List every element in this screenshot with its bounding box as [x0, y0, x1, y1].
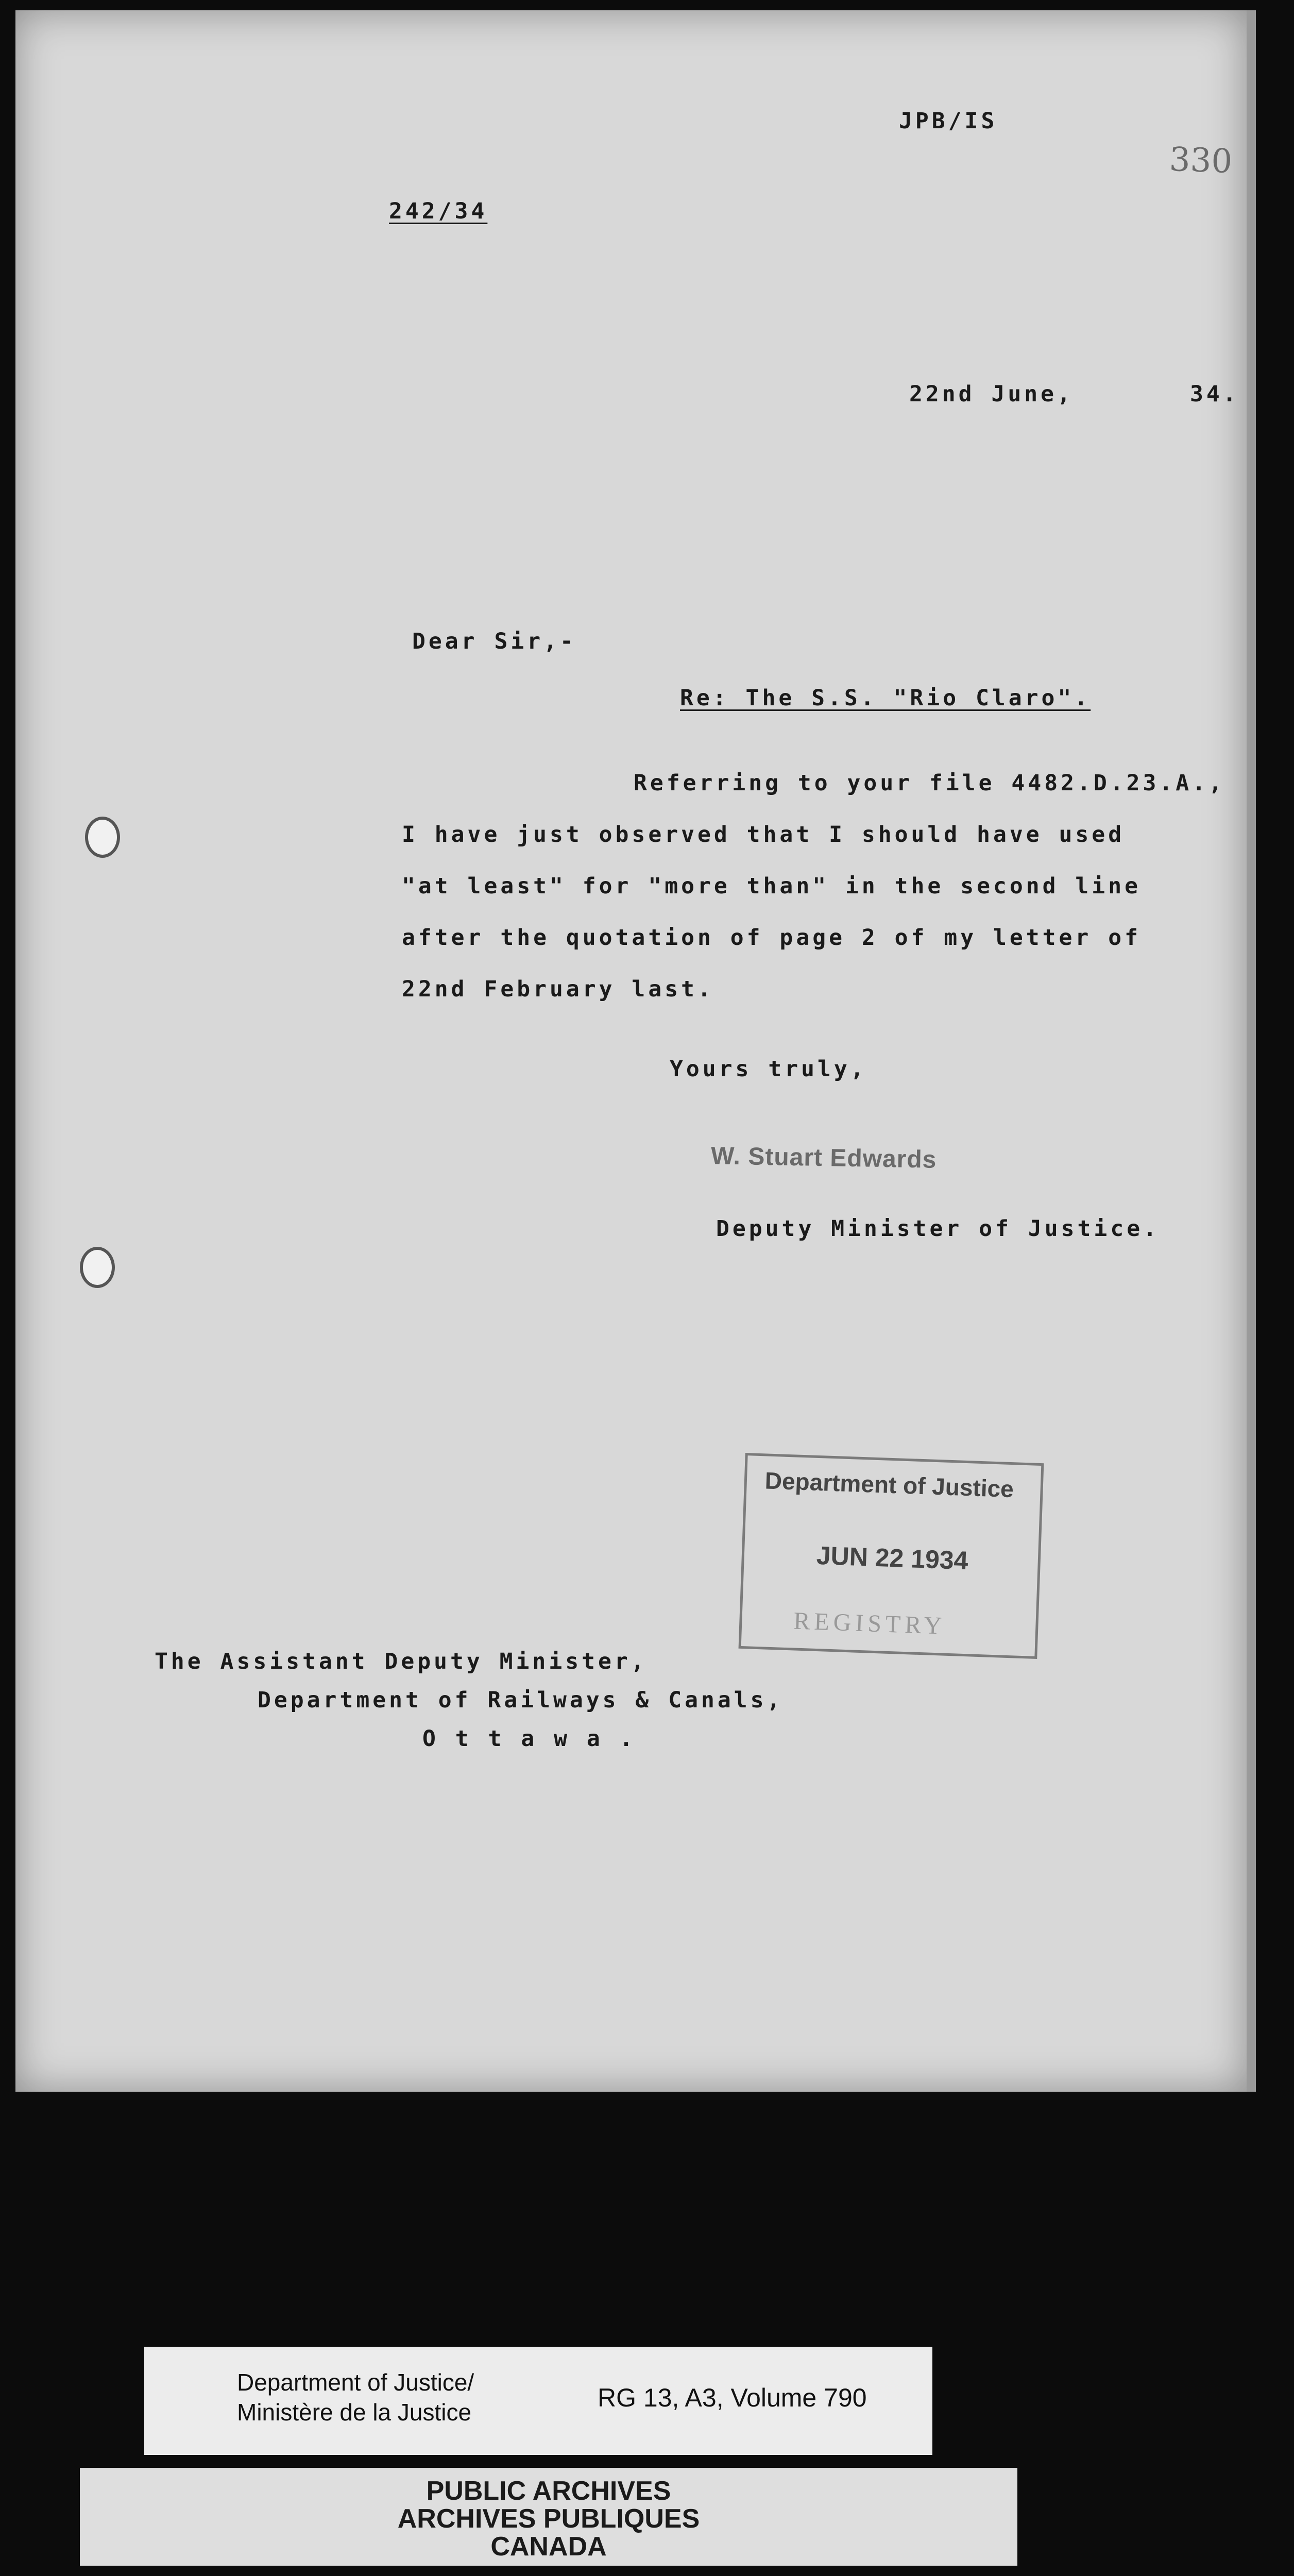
stamp-registry: REGISTRY: [793, 1607, 947, 1640]
label-department-en: Department of Justice/: [237, 2369, 474, 2396]
archives-line: PUBLIC ARCHIVES: [426, 2476, 671, 2506]
salutation: Dear Sir,-: [412, 629, 576, 654]
registry-stamp: [739, 1453, 1044, 1659]
body-line: after the quotation of page 2 of my letter of: [402, 925, 1141, 951]
archives-line: ARCHIVES PUBLIQUES: [397, 2504, 700, 2534]
stamp-date: JUN 22 1934: [815, 1540, 969, 1575]
stamp-department: Department of Justice: [764, 1467, 1014, 1503]
body-line: 22nd February last.: [402, 976, 714, 1002]
signer-title: Deputy Minister of Justice.: [716, 1216, 1160, 1242]
addressee-line: O t t a w a .: [422, 1726, 636, 1752]
file-number: 242/34: [389, 198, 488, 224]
addressee-line: The Assistant Deputy Minister,: [155, 1649, 648, 1674]
letter-year: 34.: [1190, 381, 1239, 407]
closing: Yours truly,: [670, 1056, 867, 1082]
archive-reference-label: [144, 2347, 932, 2455]
label-reference: RG 13, A3, Volume 790: [598, 2383, 867, 2412]
letter-page: [15, 10, 1256, 2092]
body-line: "at least" for "more than" in the second line: [402, 873, 1141, 899]
label-department-fr: Ministère de la Justice: [237, 2399, 472, 2426]
page-number: 330: [1168, 140, 1233, 181]
public-archives-banner: [80, 2468, 1017, 2566]
archives-line: CANADA: [490, 2532, 607, 2562]
punch-hole: [85, 817, 120, 858]
body-line: Referring to your file 4482.D.23.A.,: [634, 770, 1225, 796]
punch-hole: [80, 1247, 115, 1288]
signature: W. Stuart Edwards: [710, 1142, 937, 1174]
addressee-line: Department of Railways & Canals,: [258, 1687, 784, 1713]
label-department: [237, 2367, 474, 2427]
subject-line: Re: The S.S. "Rio Claro".: [680, 685, 1091, 711]
body-line: I have just observed that I should have used: [402, 822, 1125, 848]
letter-date: 22nd June,: [909, 381, 1074, 407]
typist-initials: JPB/IS: [899, 108, 998, 134]
